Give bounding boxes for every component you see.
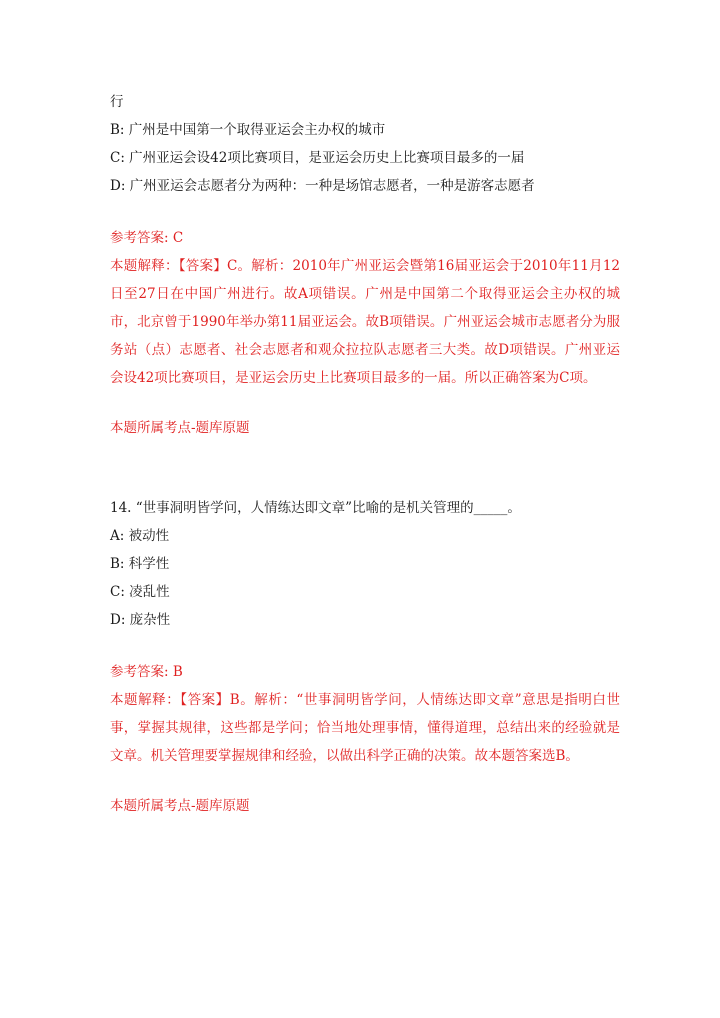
question-14 bbox=[110, 494, 620, 820]
question-13-category: 本题所属考点-题库原题 bbox=[110, 420, 250, 436]
question-14-answer: 参考答案: B bbox=[110, 664, 183, 680]
question-13-answer: 参考答案: C bbox=[110, 230, 184, 246]
question-13-tail: 行 bbox=[110, 94, 124, 110]
question-13-option-b: B: 广州是中国第一个取得亚运会主办权的城市 bbox=[110, 122, 386, 138]
question-13-option-d: D: 广州亚运会志愿者分为两种：一种是场馆志愿者，一种是游客志愿者 bbox=[110, 178, 535, 194]
question-13-explanation: 本题解释：【答案】C。解析：2010年广州亚运会暨第16届亚运会于2010年11月12日至27日在中国广州进行。故A项错误。广州是中国第二个取得亚运会主办权的城市，北京曾于1990年举办第11届亚运会。故B项错误。广州亚运会城市志愿者分为服务站（点）志愿者、社会志愿者和观众拉拉队志愿者三大类。故D项错误。广州亚运会设42项比赛项目，是亚运会历史上比赛项目最多的一届。所以正确答案为C项。 bbox=[110, 258, 620, 386]
question-14-option-b: B: 科学性 bbox=[110, 556, 170, 572]
question-14-category: 本题所属考点-题库原题 bbox=[110, 798, 250, 814]
question-14-explanation: 本题解释：【答案】B。解析：“世事洞明皆学问，人情练达即文章”意思是指明白世事，掌握其规律，这些都是学问；恰当地处理事情，懂得道理，总结出来的经验就是文章。机关管理要掌握规律和经验，以做出科学正确的决策。故本题答案选B。 bbox=[110, 692, 620, 764]
question-13 bbox=[110, 88, 620, 442]
question-13-option-c: C: 广州亚运会设42项比赛项目，是亚运会历史上比赛项目最多的一届 bbox=[110, 150, 525, 166]
question-14-option-c: C: 凌乱性 bbox=[110, 584, 170, 600]
question-14-option-d: D: 庞杂性 bbox=[110, 612, 171, 628]
question-14-text: 14. “世事洞明皆学问，人情练达即文章”比喻的是机关管理的_____。 bbox=[110, 500, 521, 516]
document-page bbox=[110, 88, 620, 820]
question-14-option-a: A: 被动性 bbox=[110, 528, 170, 544]
